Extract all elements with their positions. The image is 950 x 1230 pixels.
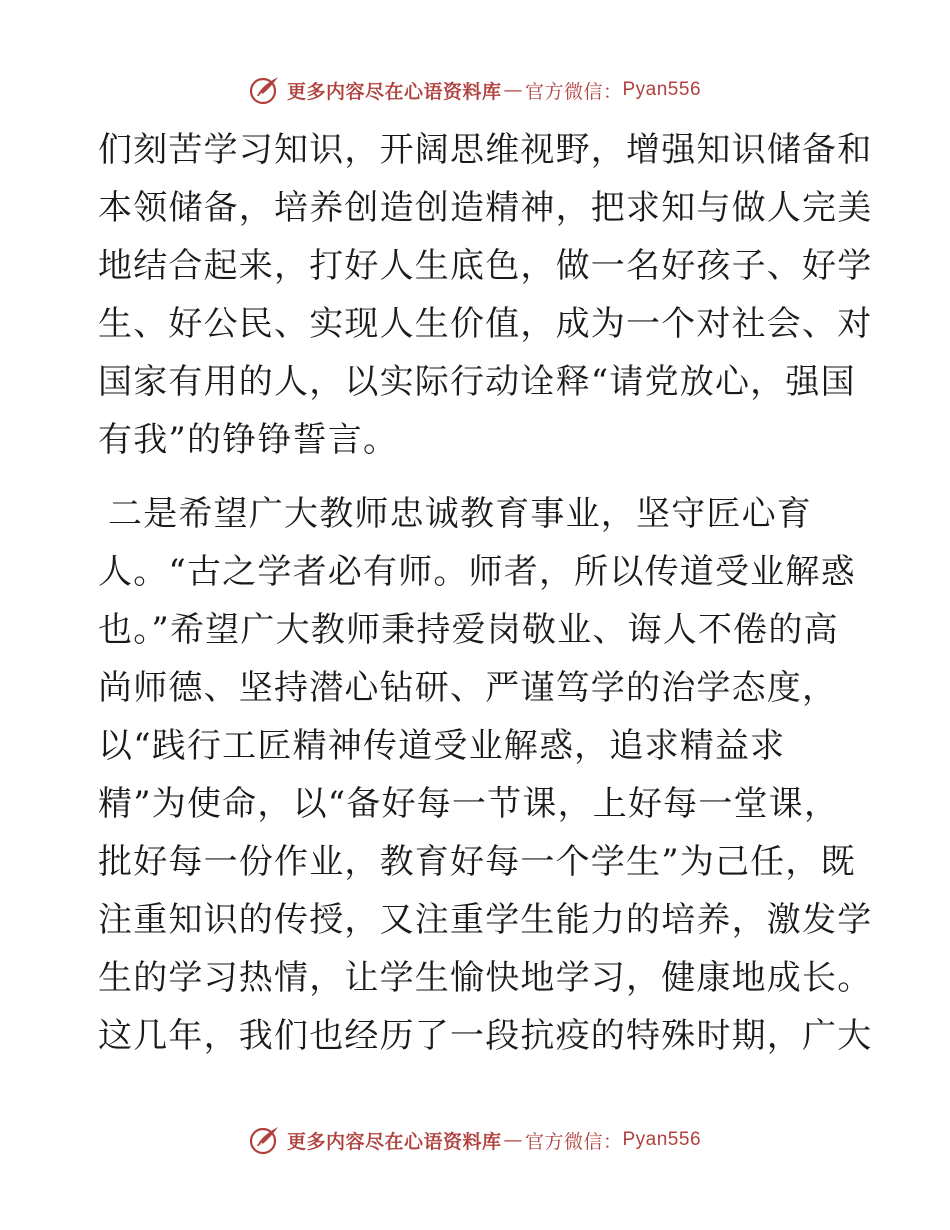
text-line: 批好每一份作业，教育好每一个学生”为己任，既 [98, 842, 856, 882]
paragraph-1 [98, 121, 873, 469]
text-line: 精”为使命，以“备好每一节课，上好每一堂课， [98, 784, 840, 824]
text-line: 二是希望广大教师忠诚教育事业，坚守匠心育 [108, 494, 812, 534]
paragraph-2 [98, 485, 873, 1065]
text-line: 尚师德、坚持潜心钻研、严谨笃学的治学态度， [98, 668, 838, 708]
watermark-site: 更多内容尽在心语资料库 [286, 1130, 502, 1153]
text-line: 生的学习热情，让学生愉快地学习，健康地成长。 [98, 958, 873, 998]
quill-logo-icon [249, 74, 281, 106]
text-line: 这几年，我们也经历了一段抗疫的特殊时期，广大 [98, 1016, 873, 1056]
watermark-wechat-id: Pyan556 [622, 1129, 702, 1150]
text-line: 有我”的铮铮誓言。 [98, 420, 399, 460]
text-line: 们刻苦学习知识，开阔思维视野，增强知识储备和 [98, 130, 873, 170]
text-line: 本领储备，培养创造创造精神，把求知与做人完美 [98, 188, 873, 228]
text-line: 注重知识的传授，又注重学生能力的培养，激发学 [98, 900, 873, 940]
text-line: 也。”希望广大教师秉持爱岗敬业、诲人不倦的高 [98, 610, 839, 650]
watermark-wechat-id: Pyan556 [622, 79, 702, 100]
text-line: 生、好公民、实现人生价值，成为一个对社会、对 [98, 304, 873, 344]
watermark-wechat-label: 官方微信： [524, 80, 623, 103]
text-line: 人。“古之学者必有师。师者，所以传道受业解惑 [98, 552, 856, 592]
text-line: 以“践行工匠精神传道受业解惑，追求精益求 [98, 726, 786, 766]
text-line: 国家有用的人，以实际行动诠释“请党放心，强国 [98, 362, 856, 402]
footer-watermark [0, 1124, 950, 1156]
watermark-dash: — [503, 79, 523, 101]
watermark-wechat-label: 官方微信： [524, 1130, 623, 1153]
watermark-dash: — [503, 1129, 523, 1151]
document-body [98, 121, 873, 1065]
text-line: 地结合起来，打好人生底色，做一名好孩子、好学 [98, 246, 873, 286]
watermark-site: 更多内容尽在心语资料库 [286, 80, 502, 103]
header-watermark [0, 74, 950, 106]
quill-logo-icon [249, 1124, 281, 1156]
